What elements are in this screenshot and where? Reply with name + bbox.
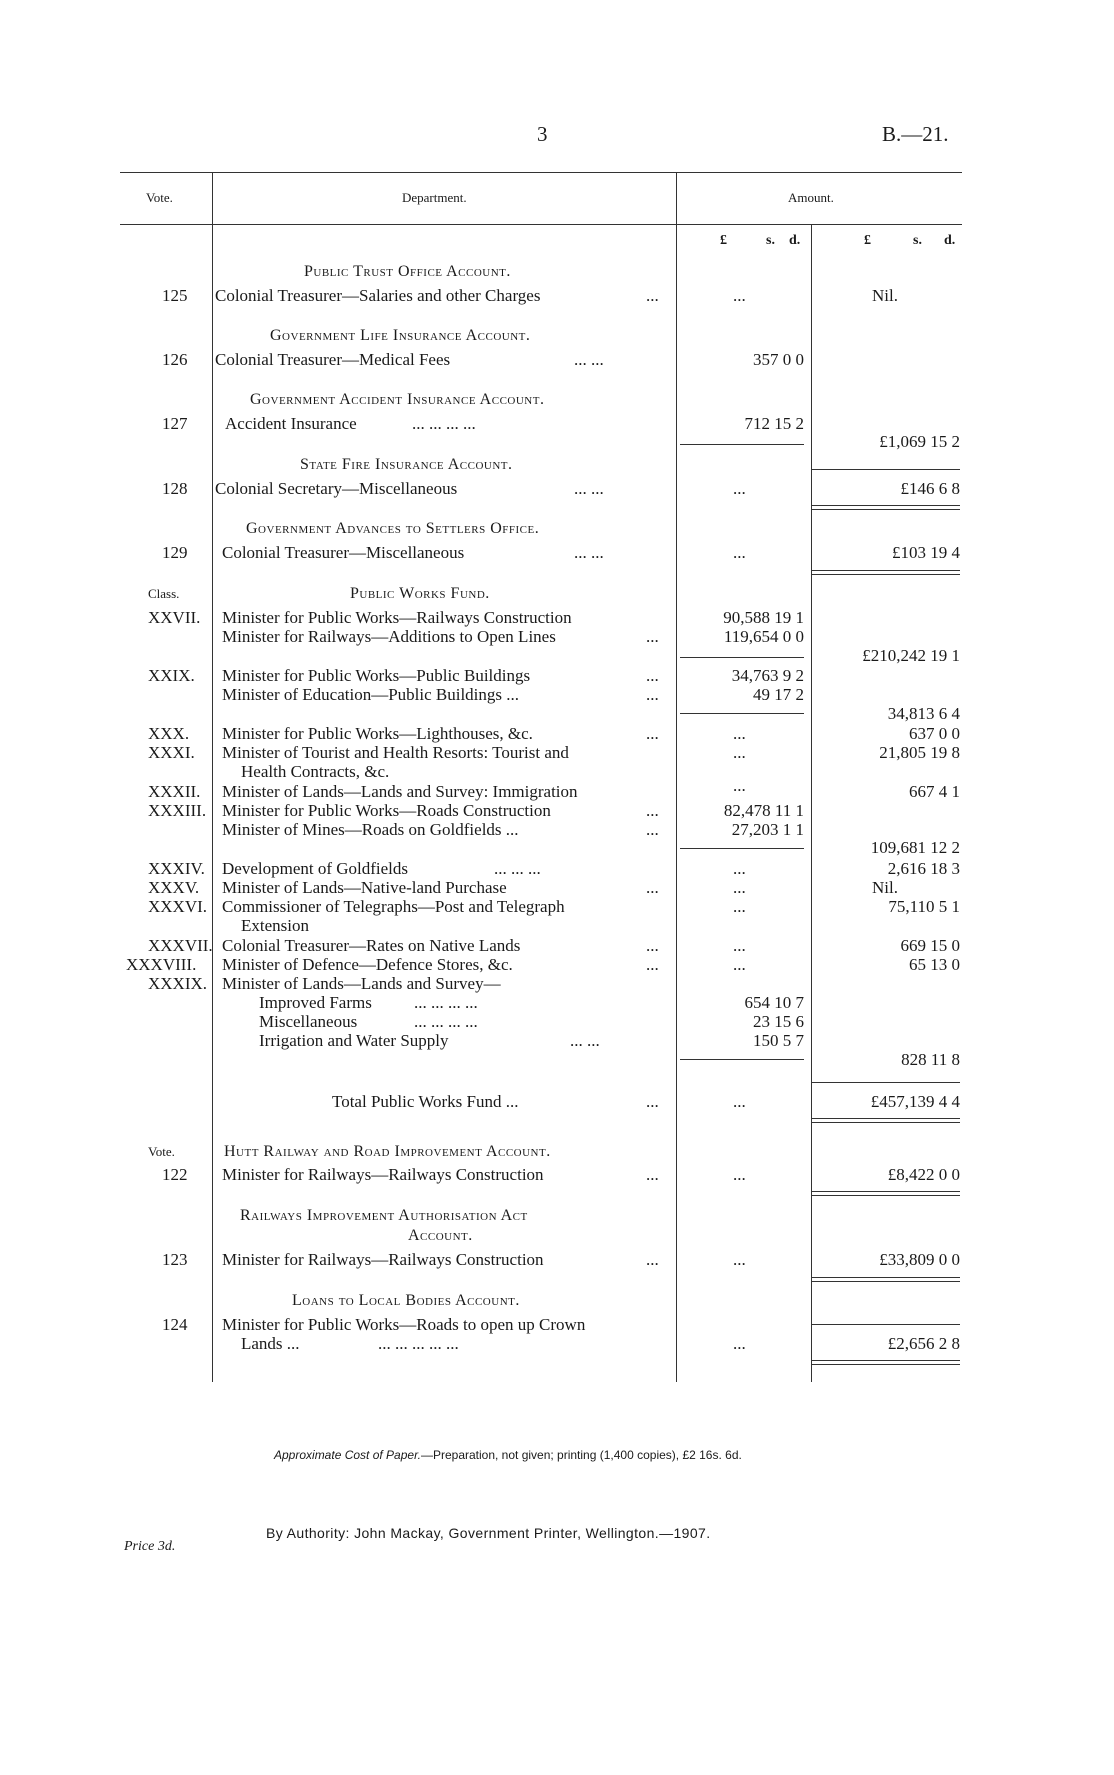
pw-amt1-2: 34,763 9 2 bbox=[731, 666, 804, 685]
section-gov-life: Government Life Insurance Account. bbox=[270, 327, 531, 344]
pw-dept-2: Minister for Public Works—Public Buildings bbox=[222, 666, 531, 685]
pw-subtotal-4: 828 11 8 bbox=[901, 1050, 960, 1069]
pw-class-xxxv: XXXV. bbox=[148, 878, 200, 897]
rule-127 bbox=[680, 444, 804, 445]
pw-amt2-7: 667 4 1 bbox=[909, 782, 960, 801]
pw-amt1-15: ... bbox=[733, 955, 746, 974]
pw-amt2-5: 21,805 19 8 bbox=[879, 743, 960, 762]
amt2-123: £33,809 0 0 bbox=[879, 1250, 960, 1269]
section-railways-imp-2: Account. bbox=[408, 1227, 473, 1244]
pw-dept-15: Minister of Defence—Defence Stores, &c. bbox=[222, 955, 513, 974]
pw-amt1-18: 23 15 6 bbox=[753, 1012, 804, 1031]
pw-class-xxxix: XXXIX. bbox=[148, 974, 208, 993]
pw-dept-1: Minister for Railways—Additions to Open Lines bbox=[222, 627, 556, 646]
vote-123: 123 bbox=[162, 1250, 188, 1269]
pw-dots-19: ... ... bbox=[570, 1031, 600, 1050]
pw-amt1-9: 27,203 1 1 bbox=[731, 820, 804, 839]
pw-dots-10: ... ... ... bbox=[494, 859, 541, 878]
pw-subtotal-3: 109,681 12 2 bbox=[870, 838, 960, 857]
pw-rule-1 bbox=[680, 657, 804, 658]
pw-dept-13: Extension bbox=[241, 916, 309, 935]
unit-pence-2: d. bbox=[944, 233, 956, 248]
amt2-128: £146 6 8 bbox=[900, 479, 960, 498]
amt1-127: 712 15 2 bbox=[744, 414, 804, 433]
amt2-122: £8,422 0 0 bbox=[887, 1165, 960, 1184]
header-bottom-rule bbox=[120, 224, 962, 225]
subtotal-127: £1,069 15 2 bbox=[879, 432, 960, 451]
section-gov-advances: Government Advances to Settlers Office. bbox=[246, 520, 540, 537]
pw-dots-14: ... bbox=[646, 936, 659, 955]
section-hutt: Hutt Railway and Road Improvement Account. bbox=[224, 1143, 551, 1160]
dots-129: ... ... bbox=[574, 543, 604, 562]
cost-note bbox=[274, 1448, 742, 1462]
unit-shilling-2: s. bbox=[913, 233, 922, 248]
total-pw-label: Total Public Works Fund ... bbox=[332, 1092, 519, 1111]
pw-amt2-12: 75,110 5 1 bbox=[888, 897, 960, 916]
total-pw-amt1: ... bbox=[733, 1092, 746, 1111]
dots-125: ... bbox=[646, 286, 659, 305]
pw-dots-1: ... bbox=[646, 627, 659, 646]
pw-amt2-4: 637 0 0 bbox=[909, 724, 960, 743]
rule-123b bbox=[812, 1281, 960, 1282]
rule-left bbox=[212, 172, 213, 1382]
rule-amount-mid bbox=[811, 224, 812, 1382]
pw-amt1-5: ... bbox=[733, 743, 746, 762]
rule-122b bbox=[812, 1195, 960, 1196]
pw-class-xxxii: XXXII. bbox=[148, 782, 201, 801]
cost-note-label: Approximate Cost of Paper. bbox=[274, 1448, 421, 1462]
vote-127: 127 bbox=[162, 414, 188, 433]
rule-122 bbox=[812, 1191, 960, 1192]
pw-class-xxx: XXX. bbox=[148, 724, 190, 743]
price-note: Price 3d. bbox=[124, 1539, 176, 1554]
pw-dots-17: ... ... ... ... bbox=[414, 993, 478, 1012]
pw-dept-16: Minister of Lands—Lands and Survey— bbox=[222, 974, 501, 993]
rule-129-bot2 bbox=[812, 574, 960, 575]
pw-amt1-8: 82,478 11 1 bbox=[723, 801, 804, 820]
pw-dept-5: Minister of Tourist and Health Resorts: Tourist and bbox=[222, 743, 569, 762]
vote-126: 126 bbox=[162, 350, 188, 369]
pw-amt1-1: 119,654 0 0 bbox=[723, 627, 804, 646]
dots-122: ... bbox=[646, 1165, 659, 1184]
header-vote: Vote. bbox=[146, 190, 173, 205]
pw-class-xxxiii: XXXIII. bbox=[148, 801, 207, 820]
pw-dept-11: Minister of Lands—Native-land Purchase bbox=[222, 878, 507, 897]
pw-amt2-14: 669 15 0 bbox=[900, 936, 960, 955]
pw-amt1-7: ... bbox=[733, 776, 746, 795]
pw-dept-4: Minister for Public Works—Lighthouses, &c. bbox=[222, 724, 533, 743]
pw-amt1-3: 49 17 2 bbox=[753, 685, 804, 704]
pw-dept-6: Health Contracts, &c. bbox=[241, 762, 390, 781]
pw-dots-9: ... bbox=[646, 820, 659, 839]
pw-dept-7: Minister of Lands—Lands and Survey: Immigration bbox=[222, 782, 578, 801]
dept-124: Minister for Public Works—Roads to open up Crown bbox=[222, 1315, 586, 1334]
total-pw-amt2: £457,139 4 4 bbox=[870, 1092, 960, 1111]
pw-dept-19: Irrigation and Water Supply bbox=[259, 1031, 449, 1050]
header-amount: Amount. bbox=[788, 190, 834, 205]
amt1-122: ... bbox=[733, 1165, 746, 1184]
dots-126: ... ... bbox=[574, 350, 604, 369]
dept-128: Colonial Secretary—Miscellaneous bbox=[215, 479, 458, 498]
total-pw-rule-bot2 bbox=[812, 1122, 960, 1123]
dots-127: ... ... ... ... bbox=[412, 414, 476, 433]
vote-124: 124 bbox=[162, 1315, 188, 1334]
pw-amt2-15: 65 13 0 bbox=[909, 955, 960, 974]
pw-dept-8: Minister for Public Works—Roads Construction bbox=[222, 801, 551, 820]
unit-shilling-1: s. bbox=[766, 233, 775, 248]
pw-rule-3 bbox=[680, 713, 804, 714]
pw-dept-18: Miscellaneous bbox=[259, 1012, 358, 1031]
header-top-rule bbox=[120, 172, 962, 173]
pw-amt1-11: ... bbox=[733, 878, 746, 897]
vote-label: Vote. bbox=[148, 1144, 175, 1159]
rule-128-bot2 bbox=[812, 509, 960, 510]
section-public-trust: Public Trust Office Account. bbox=[304, 263, 511, 280]
pw-class-xxxiv: XXXIV. bbox=[148, 859, 205, 878]
rule-124-bot bbox=[812, 1360, 960, 1361]
unit-pound-2: £ bbox=[864, 233, 871, 248]
cost-note-text: —Preparation, not given; printing (1,400 copies), £2 16s. 6d. bbox=[420, 1448, 742, 1462]
dept-126: Colonial Treasurer—Medical Fees bbox=[215, 350, 451, 369]
amt2-129: £103 19 4 bbox=[892, 543, 960, 562]
pw-rule-9 bbox=[680, 848, 804, 849]
vote-129: 129 bbox=[162, 543, 188, 562]
pw-amt2-11: Nil. bbox=[872, 878, 898, 897]
dept-122: Minister for Railways—Railways Construction bbox=[222, 1165, 544, 1184]
pw-dots-4: ... bbox=[646, 724, 659, 743]
rule-124-top bbox=[812, 1324, 960, 1325]
total-pw-rule-bot bbox=[812, 1118, 960, 1119]
pw-subtotal-2: 34,813 6 4 bbox=[887, 704, 960, 723]
pw-dots-8: ... bbox=[646, 801, 659, 820]
section-railways-imp-1: Railways Improvement Authorisation Act bbox=[240, 1207, 528, 1224]
rule-amount-left bbox=[676, 172, 677, 1382]
total-pw-rule-top bbox=[812, 1082, 960, 1083]
pw-dots-3: ... bbox=[646, 685, 659, 704]
pw-amt1-10: ... bbox=[733, 859, 746, 878]
section-state-fire: State Fire Insurance Account. bbox=[300, 456, 513, 473]
header-department: Department. bbox=[402, 190, 467, 205]
amt1-124: ... bbox=[733, 1334, 746, 1353]
vote-122: 122 bbox=[162, 1165, 188, 1184]
section-gov-accident: Government Accident Insurance Account. bbox=[250, 391, 545, 408]
page-reference: B.—21. bbox=[882, 122, 949, 146]
vote-128: 128 bbox=[162, 479, 188, 498]
pw-dept-3: Minister of Education—Public Buildings ... bbox=[222, 685, 520, 704]
section-public-works: Public Works Fund. bbox=[350, 585, 490, 602]
rule-124-bot2 bbox=[812, 1364, 960, 1365]
dept-129: Colonial Treasurer—Miscellaneous bbox=[222, 543, 465, 562]
pw-amt1-19: 150 5 7 bbox=[753, 1031, 804, 1050]
pw-dept-10: Development of Goldfields bbox=[222, 859, 409, 878]
pw-dots-2: ... bbox=[646, 666, 659, 685]
unit-pence-1: d. bbox=[789, 233, 801, 248]
pw-amt2-10: 2,616 18 3 bbox=[887, 859, 960, 878]
rule-123 bbox=[812, 1277, 960, 1278]
class-label: Class. bbox=[148, 586, 180, 601]
amt2-124: £2,656 2 8 bbox=[887, 1334, 960, 1353]
section-loans: Loans to Local Bodies Account. bbox=[292, 1292, 520, 1309]
amt1-128: ... bbox=[733, 479, 746, 498]
pw-dept-12: Commissioner of Telegraphs—Post and Telegraph bbox=[222, 897, 565, 916]
pw-dept-9: Minister of Mines—Roads on Goldfields ... bbox=[222, 820, 519, 839]
dept-127: Accident Insurance bbox=[225, 414, 357, 433]
amt1-126: 357 0 0 bbox=[753, 350, 804, 369]
pw-amt1-12: ... bbox=[733, 897, 746, 916]
rule-128-bot bbox=[812, 505, 960, 506]
pw-class-xxxviii: XXXVIII. bbox=[126, 955, 197, 974]
pw-class-xxxvi: XXXVI. bbox=[148, 897, 208, 916]
pw-dots-11: ... bbox=[646, 878, 659, 897]
pw-amt1-4: ... bbox=[733, 724, 746, 743]
page-number: 3 bbox=[537, 122, 548, 146]
pw-dept-14: Colonial Treasurer—Rates on Native Lands bbox=[222, 936, 521, 955]
rule-129-bot bbox=[812, 570, 960, 571]
pw-class-xxix: XXIX. bbox=[148, 666, 195, 685]
dots-128: ... ... bbox=[574, 479, 604, 498]
amt1-129: ... bbox=[733, 543, 746, 562]
pw-rule-19 bbox=[680, 1059, 804, 1060]
amt1-125: ... bbox=[733, 286, 746, 305]
pw-dots-18: ... ... ... ... bbox=[414, 1012, 478, 1031]
authority-line: By Authority: John Mackay, Government Printer, Wellington.—1907. bbox=[266, 1525, 711, 1541]
dots-123: ... bbox=[646, 1250, 659, 1269]
pw-dept-17: Improved Farms bbox=[259, 993, 372, 1012]
pw-amt1-0: 90,588 19 1 bbox=[723, 608, 804, 627]
rule-128-top bbox=[812, 469, 960, 470]
amt2-125: Nil. bbox=[872, 286, 898, 305]
pw-class-xxxvii: XXXVII. bbox=[148, 936, 213, 955]
pw-amt1-17: 654 10 7 bbox=[744, 993, 804, 1012]
pw-amt1-14: ... bbox=[733, 936, 746, 955]
unit-pound-1: £ bbox=[720, 233, 727, 248]
pw-subtotal-1: £210,242 19 1 bbox=[862, 646, 960, 665]
amt1-123: ... bbox=[733, 1250, 746, 1269]
dept-125: Colonial Treasurer—Salaries and other Charges bbox=[215, 286, 541, 305]
dept-123: Minister for Railways—Railways Construction bbox=[222, 1250, 544, 1269]
total-pw-dots: ... bbox=[646, 1092, 659, 1111]
vote-125: 125 bbox=[162, 286, 188, 305]
pw-class-xxvii: XXVII. bbox=[148, 608, 201, 627]
dept-124-cont: Lands ... bbox=[241, 1334, 300, 1353]
pw-dots-15: ... bbox=[646, 955, 659, 974]
pw-class-xxxi: XXXI. bbox=[148, 743, 195, 762]
dots-124: ... ... ... ... ... bbox=[378, 1334, 459, 1353]
pw-dept-0: Minister for Public Works—Railways Construction bbox=[222, 608, 572, 627]
